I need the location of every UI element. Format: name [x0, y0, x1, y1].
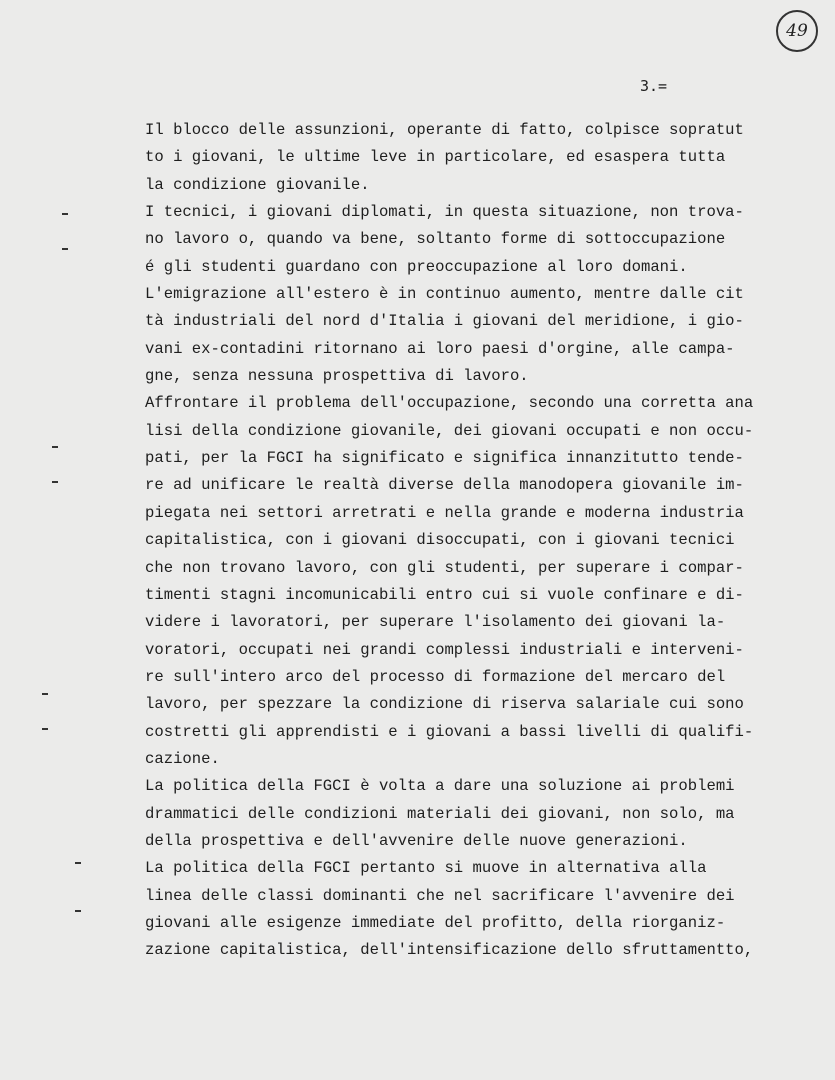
folio-number: 49 [786, 21, 808, 41]
text-line: della prospettiva e dell'avvenire delle nuove generazioni. [145, 831, 688, 850]
text-line: pati, per la FGCI ha significato e significa innanzitutto tende- [145, 449, 744, 468]
text-line: lavoro, per spezzare la condizione di riserva salariale cui sono [145, 695, 744, 714]
text-line: cazione. [145, 749, 220, 768]
text-line: drammatici delle condizioni materiali dei giovani, non solo, ma [145, 804, 735, 823]
text-line: costretti gli apprendisti e i giovani a bassi livelli di qualifi- [145, 722, 754, 741]
text-line: voratori, occupati nei grandi complessi industriali e interveni- [145, 640, 744, 659]
text-line: giovani alle esigenze immediate del profitto, della riorganiz- [145, 913, 726, 932]
text-line: é gli studenti guardano con preoccupazione al loro domani. [145, 257, 688, 276]
text-line: La politica della FGCI pertanto si muove in alternativa alla [145, 859, 707, 878]
margin-mark [52, 446, 58, 448]
text-line: vani ex-contadini ritornano ai loro paesi d'orgine, alle campa- [145, 339, 735, 358]
margin-mark [75, 910, 81, 912]
margin-mark [62, 248, 68, 250]
text-line: tà industriali del nord d'Italia i giovani del meridione, i gio- [145, 312, 744, 331]
text-line: Il blocco delle assunzioni, operante di fatto, colpisce sopratut [145, 121, 744, 139]
text-line: che non trovano lavoro, con gli studenti, per superare i compar- [145, 558, 744, 577]
text-line: piegata nei settori arretrati e nella grande e moderna industria [145, 503, 744, 522]
margin-mark [52, 481, 58, 483]
text-line: L'emigrazione all'estero è in continuo aumento, mentre dalle cit [145, 285, 744, 304]
text-line: gne, senza nessuna prospettiva di lavoro. [145, 367, 529, 386]
margin-mark [75, 862, 81, 864]
margin-mark [42, 728, 48, 730]
text-line: re ad unificare le realtà diverse della manodopera giovanile im- [145, 476, 744, 495]
text-line: no lavoro o, quando va bene, soltanto forme di sottoccupazione [145, 230, 726, 249]
text-line: lisi della condizione giovanile, dei giovani occupati e non occu- [145, 421, 754, 440]
text-line: La politica della FGCI è volta a dare una soluzione ai problemi [145, 777, 735, 796]
text-line: Affrontare il problema dell'occupazione, secondo una corretta ana [145, 394, 754, 413]
text-line: zazione capitalistica, dell'intensificazione dello sfruttamentto, [145, 941, 754, 960]
text-line: I tecnici, i giovani diplomati, in questa situazione, non trova- [145, 203, 744, 222]
page-number: 3.= [640, 77, 668, 95]
text-line: linea delle classi dominanti che nel sacrificare l'avvenire dei [145, 886, 735, 905]
text-line: timenti stagni incomunicabili entro cui si vuole confinare e di- [145, 585, 744, 604]
archive-folio-stamp [776, 10, 818, 52]
text-line: la condizione giovanile. [145, 175, 370, 194]
text-line: capitalistica, con i giovani disoccupati, con i giovani tecnici [145, 531, 735, 550]
margin-mark [62, 213, 68, 215]
typed-body-text [145, 117, 835, 965]
text-line: videre i lavoratori, per superare l'isolamento dei giovani la- [145, 613, 726, 632]
margin-mark [42, 693, 48, 695]
text-line: re sull'intero arco del processo di formazione del mercaro del [145, 667, 726, 686]
text-line: to i giovani, le ultime leve in particolare, ed esaspera tutta [145, 148, 726, 167]
